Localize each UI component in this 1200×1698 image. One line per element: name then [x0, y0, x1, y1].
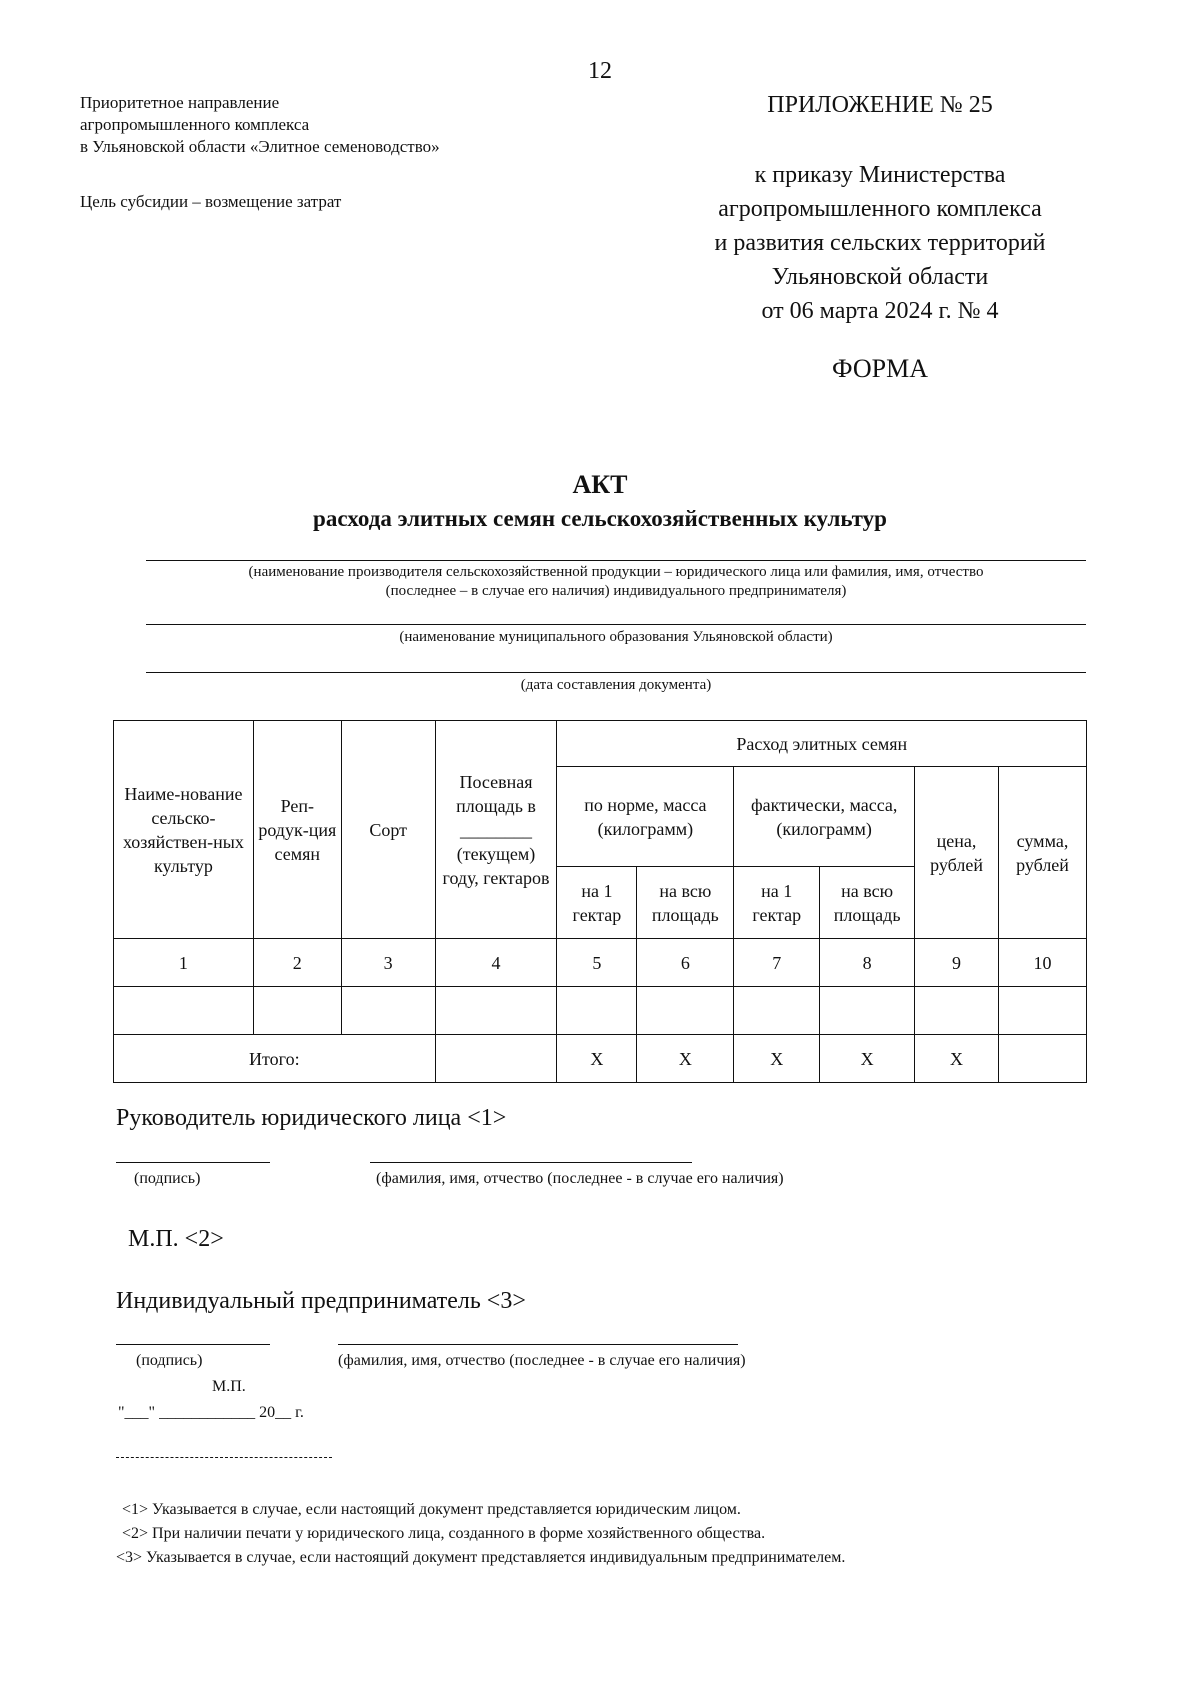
form-label: ФОРМА — [832, 354, 928, 383]
column-number: 6 — [637, 939, 734, 987]
legal-fio-line[interactable] — [370, 1162, 692, 1163]
total-area-cell[interactable] — [435, 1035, 557, 1083]
municipality-line[interactable] — [146, 624, 1086, 625]
total-mark: X — [734, 1035, 820, 1083]
footnote-1: <1> Указывается в случае, если настоящий документ представляется юридическим лицом. — [122, 1501, 741, 1518]
header-norm-total-area: на всю площадь — [637, 867, 734, 939]
column-number: 3 — [341, 939, 435, 987]
header-elite-seed-expense: Расход элитных семян — [557, 721, 1087, 767]
entrepreneur-fio-caption: (фамилия, имя, отчество (последнее - в случае его наличия) — [338, 1352, 746, 1369]
producer-caption-line-1: (наименование производителя сельскохозяйственной продукции – юридического лица или фамилия, имя, отчество — [248, 564, 984, 580]
total-mark: X — [557, 1035, 637, 1083]
producer-caption-line-2: (последнее – в случае его наличия) индивидуального предпринимателя) — [385, 583, 847, 599]
empty-cell[interactable] — [253, 987, 341, 1035]
signature-date-line[interactable]: "___" ____________ 20__ г. — [118, 1404, 304, 1421]
entrepreneur-signature-line[interactable] — [116, 1344, 270, 1345]
act-subtitle: расхода элитных семян сельскохозяйственных культур — [313, 506, 887, 531]
subsidy-goal: Цель субсидии – возмещение затрат — [80, 192, 342, 211]
footnote-3: <3> Указывается в случае, если настоящий документ представляется индивидуальным предпринимателем. — [116, 1549, 846, 1566]
entrepreneur-stamp-label: М.П. — [212, 1378, 246, 1395]
municipality-caption: (наименование муниципального образования Ульяновской области) — [399, 629, 833, 645]
producer-line[interactable] — [146, 560, 1086, 561]
order-line-5: от 06 марта 2024 г. № 4 — [761, 298, 999, 324]
order-line-4: Ульяновской области — [771, 264, 989, 290]
legal-fio-caption: (фамилия, имя, отчество (последнее - в случае его наличия) — [376, 1170, 784, 1187]
header-sown-area: Посевная площадь в ________ (текущем) году, гектаров — [435, 721, 557, 939]
column-number: 1 — [114, 939, 254, 987]
total-label: Итого: — [114, 1035, 436, 1083]
empty-cell[interactable] — [999, 987, 1087, 1035]
empty-cell[interactable] — [915, 987, 999, 1035]
header-actual-total-area: на всю площадь — [820, 867, 915, 939]
order-line-2: агропромышленного комплекса — [718, 196, 1042, 222]
order-line-3: и развития сельских территорий — [714, 230, 1046, 256]
empty-cell[interactable] — [435, 987, 557, 1035]
footnote-separator — [116, 1457, 332, 1458]
total-row — [114, 1035, 1087, 1083]
seed-expense-table — [113, 720, 1087, 1083]
header-reproduction: Реп-родук-ция семян — [253, 721, 341, 939]
total-mark: X — [820, 1035, 915, 1083]
act-title: АКТ — [572, 470, 628, 499]
legal-stamp-label: М.П. <2> — [128, 1226, 224, 1252]
header-norm-mass: по норме, масса (килограмм) — [557, 767, 734, 867]
header-price: цена, рублей — [915, 767, 999, 939]
legal-signature-line[interactable] — [116, 1162, 270, 1163]
column-number: 10 — [999, 939, 1087, 987]
footnote-2: <2> При наличии печати у юридического лица, созданного в форме хозяйственного общества. — [122, 1525, 766, 1542]
footnotes — [116, 1498, 1182, 1570]
document-date-line[interactable] — [146, 672, 1086, 673]
header-actual-per-hectare: на 1 гектар — [734, 867, 820, 939]
column-number: 7 — [734, 939, 820, 987]
empty-cell[interactable] — [637, 987, 734, 1035]
priority-line-1: Приоритетное направление — [80, 93, 280, 112]
entrepreneur-fio-line[interactable] — [338, 1344, 738, 1345]
column-number: 8 — [820, 939, 915, 987]
column-number: 9 — [915, 939, 999, 987]
date-caption: (дата составления документа) — [520, 677, 712, 693]
column-number-row — [114, 939, 1087, 987]
order-reference — [600, 158, 1160, 328]
producer-caption — [146, 563, 1086, 601]
empty-cell[interactable] — [734, 987, 820, 1035]
column-number: 4 — [435, 939, 557, 987]
total-mark: X — [915, 1035, 999, 1083]
header-actual-mass: фактически, масса, (килограмм) — [734, 767, 915, 867]
table-row — [114, 987, 1087, 1035]
entrepreneur-label: Индивидуальный предприниматель <3> — [116, 1288, 526, 1314]
empty-cell[interactable] — [820, 987, 915, 1035]
priority-line-2: агропромышленного комплекса — [80, 115, 310, 134]
column-number: 5 — [557, 939, 637, 987]
total-mark: X — [637, 1035, 734, 1083]
legal-entity-head-label: Руководитель юридического лица <1> — [116, 1105, 507, 1131]
header-sort: Сорт — [341, 721, 435, 939]
empty-cell[interactable] — [114, 987, 254, 1035]
empty-cell[interactable] — [557, 987, 637, 1035]
header-sum: сумма, рублей — [999, 767, 1087, 939]
header-crop-name: Наиме-нование сельско-хозяйствен-ных культур — [114, 721, 254, 939]
page-number: 12 — [588, 58, 612, 84]
total-sum-cell[interactable] — [999, 1035, 1087, 1083]
empty-cell[interactable] — [341, 987, 435, 1035]
column-number: 2 — [253, 939, 341, 987]
priority-line-3: в Ульяновской области «Элитное семеноводство» — [80, 137, 440, 156]
legal-signature-caption: (подпись) — [134, 1170, 201, 1187]
header-norm-per-hectare: на 1 гектар — [557, 867, 637, 939]
appendix-number: ПРИЛОЖЕНИЕ № 25 — [767, 92, 993, 118]
priority-direction — [80, 92, 580, 158]
order-line-1: к приказу Министерства — [754, 162, 1006, 188]
entrepreneur-signature-caption: (подпись) — [136, 1352, 203, 1369]
